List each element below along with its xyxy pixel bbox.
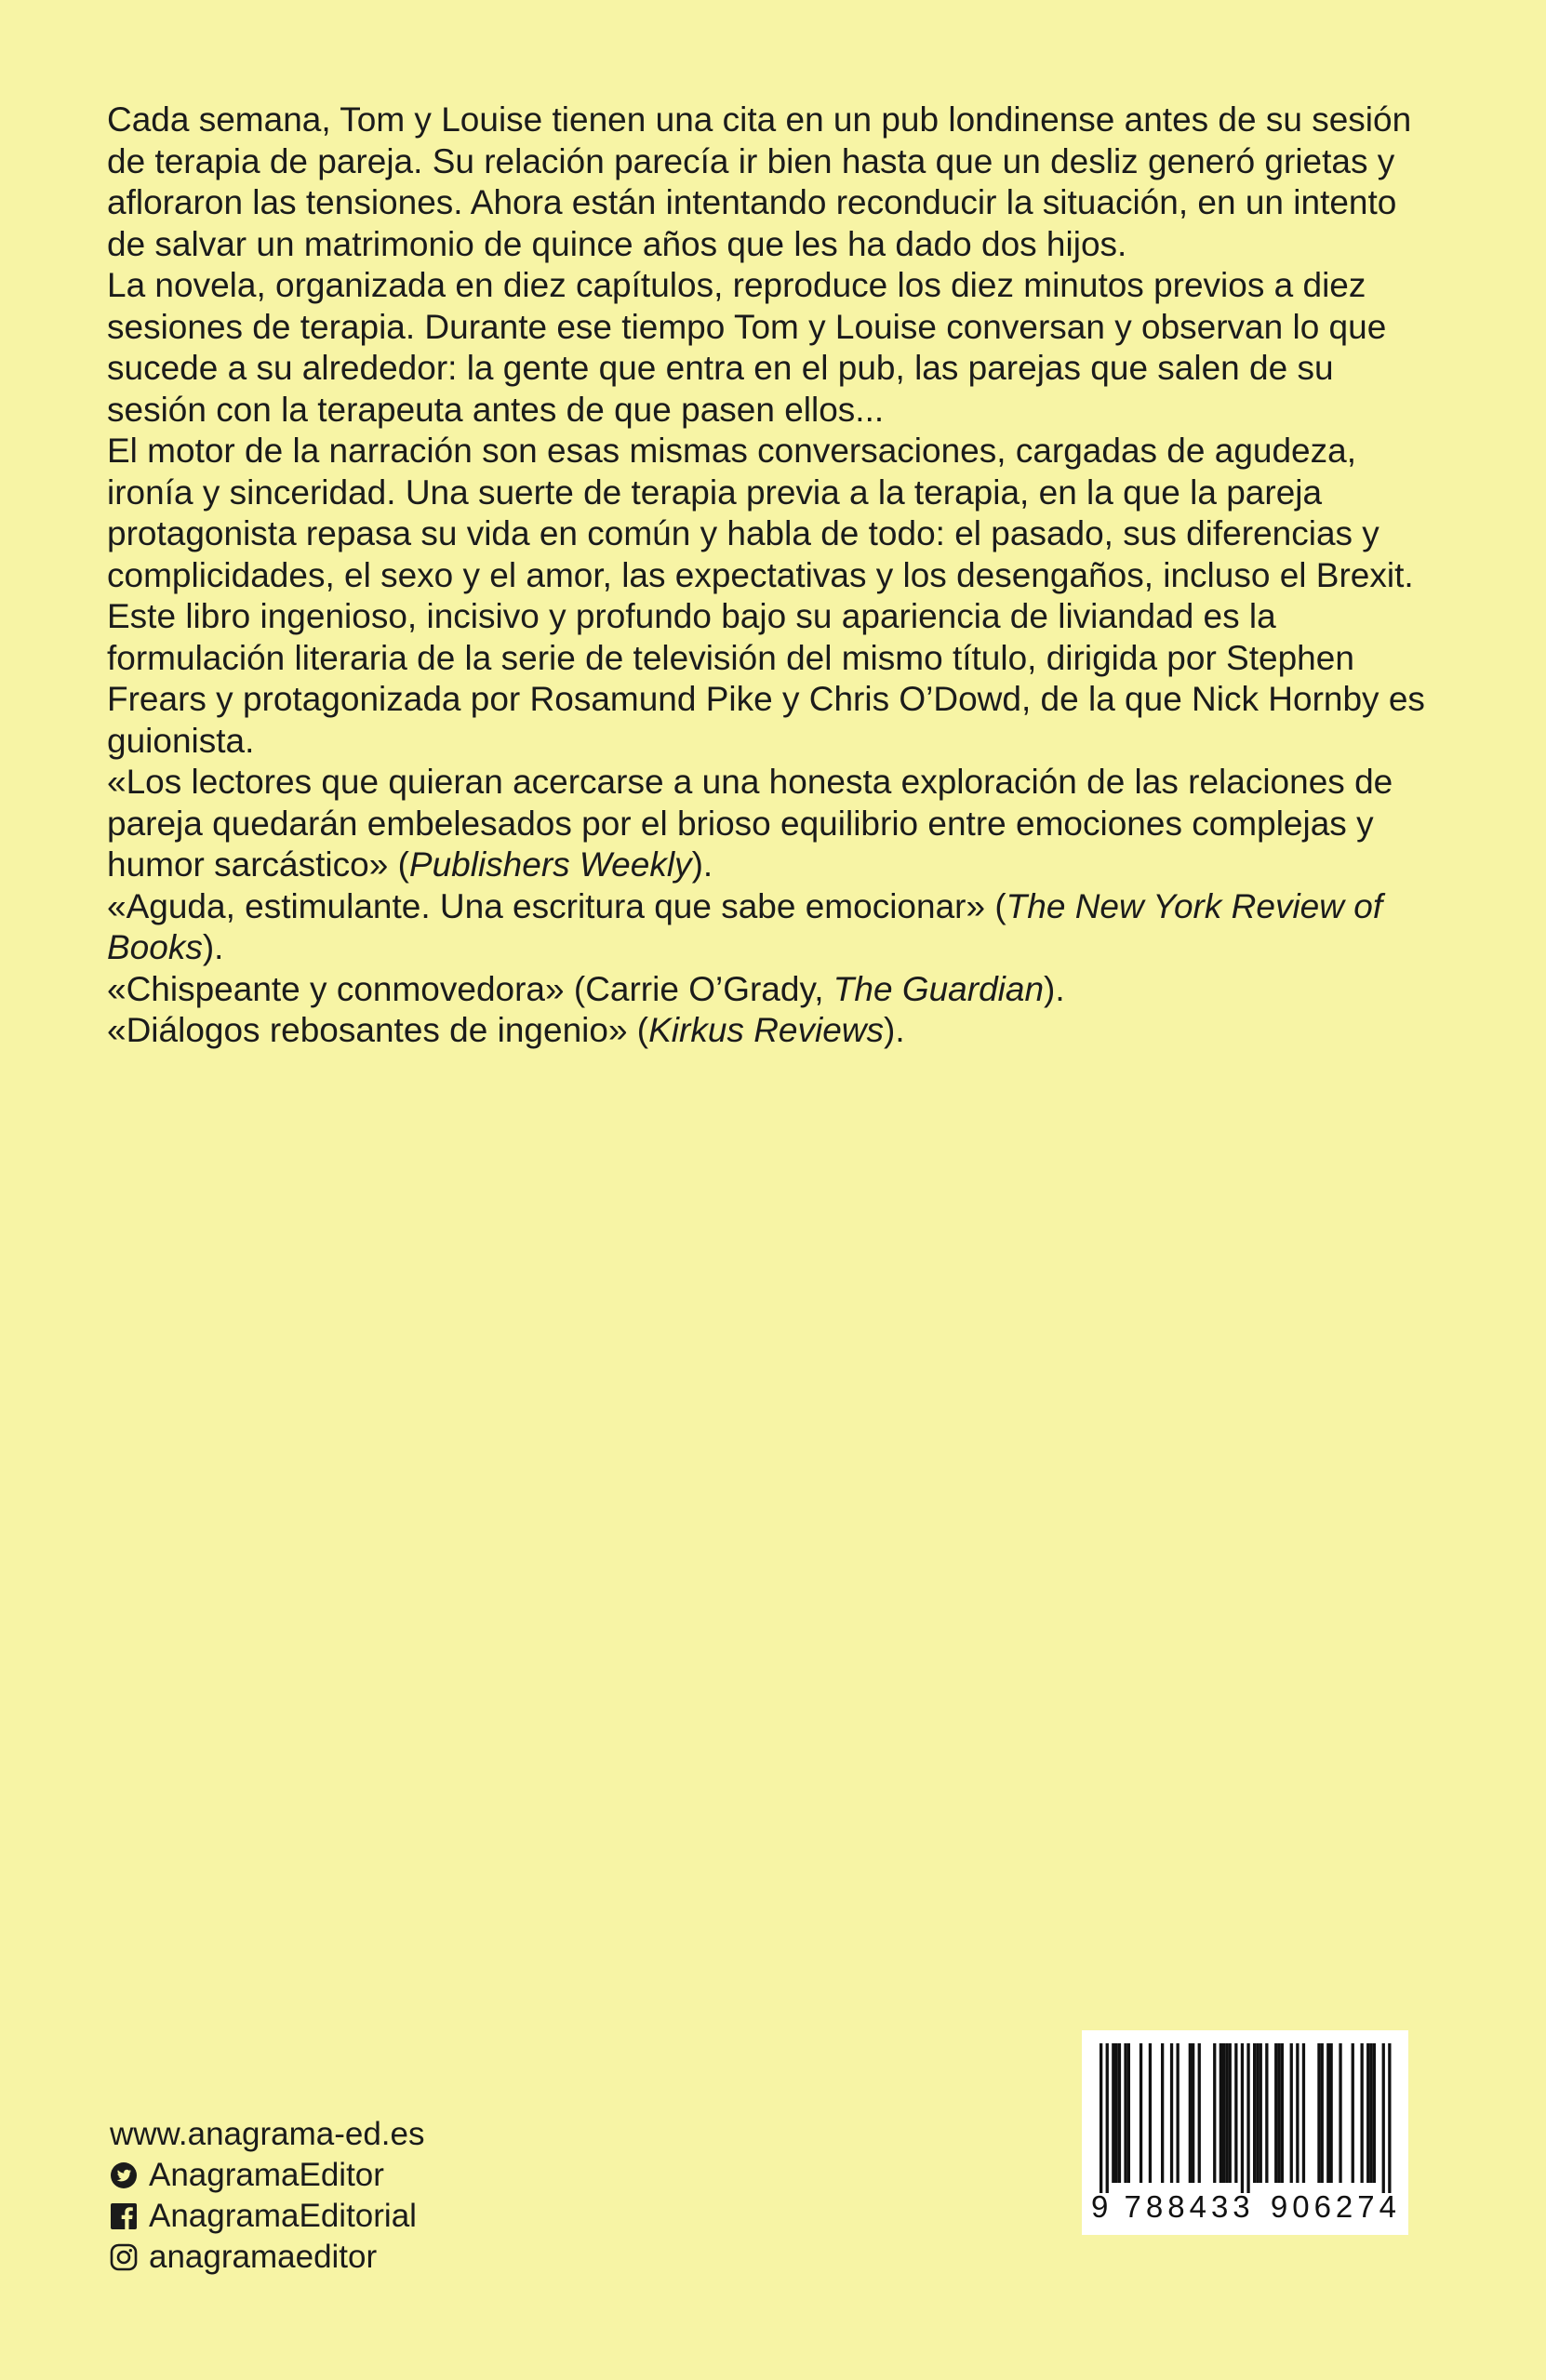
instagram-handle: anagramaeditor [149,2239,378,2275]
twitter-icon [110,2161,138,2189]
barcode-bar [1219,2043,1222,2183]
text-run: ). [884,1011,905,1049]
barcode-bar [1366,2043,1369,2183]
synopsis-paragraph [107,431,1428,596]
barcode-bar [1246,2043,1249,2193]
barcode-bar [1127,2043,1130,2183]
barcode-bar [1321,2043,1324,2183]
barcode-bar [1256,2043,1259,2183]
barcode-bar [1382,2043,1385,2193]
publication-title: Kirkus Reviews [648,1011,885,1049]
barcode-bar [1198,2043,1201,2183]
synopsis-paragraph [107,596,1428,762]
facebook-handle: AnagramaEditorial [149,2198,417,2234]
synopsis-paragraph [107,969,1428,1011]
barcode-bar [1140,2043,1142,2183]
instagram-link[interactable] [110,2237,425,2278]
isbn-number [1091,2188,1401,2226]
text-run: «Los lectores que quieran acercarse a una honesta exploración de las relaciones de pareja quedarán embelesados por el brioso equilibrio entre emociones complejas y humor sarcástico» ( [107,763,1393,884]
barcode-bar [1124,2043,1126,2183]
text-run: «Chispeante y conmovedora» (Carrie O’Grady, [107,969,833,1008]
barcode-bar [1259,2043,1262,2183]
synopsis-paragraph [107,1010,1428,1052]
text-run: ). [1044,969,1065,1008]
synopsis-text [107,100,1428,1052]
barcode-bar [1290,2043,1293,2183]
barcode-bar [1112,2043,1114,2183]
barcode-bar [1369,2043,1372,2183]
text-run: El motor de la narración son esas mismas conversaciones, cargadas de agudeza, ironía y sinceridad. Una suerte de terapia previa a la terapia, en la que la pareja protagonista repasa su vida en común y habla de todo: el pasado, sus diferencias y complicidades, el sexo y el amor, las expectativas y los desengaños, incluso el Brexit. [107,432,1414,594]
barcode-bar [1339,2043,1341,2183]
barcode-bar [1189,2043,1192,2183]
barcode-bar [1229,2043,1232,2183]
barcode-bar [1234,2043,1237,2183]
isbn-lead-digit: 9 [1091,2189,1109,2224]
barcode-bar [1213,2043,1216,2183]
synopsis-paragraph [107,265,1428,431]
barcode-bar [1161,2043,1164,2183]
barcode-bar [1361,2043,1364,2183]
facebook-link[interactable] [110,2196,425,2237]
twitter-handle: AnagramaEditor [149,2157,384,2193]
barcode-bar [1106,2043,1109,2193]
publication-title: Publishers Weekly [408,845,692,884]
barcode-bar [1170,2043,1173,2183]
text-run: Cada semana, Tom y Louise tienen una cita en un pub londinense antes de su sesión de terapia de pareja. Su relación parecía ir bien hasta que un desliz generó grietas y afloraron las tensiones. Ahora están intentando reconducir la situación, en un intento de salvar un matrimonio de quince años que les ha dado dos hijos. [107,100,1412,263]
website-link[interactable] [110,2114,425,2155]
text-run: Este libro ingenioso, incisivo y profundo bajo su apariencia de liviandad es la formulación literaria de la serie de televisión del mismo título, dirigida por Stephen Frears y protagonizada por Rosamund Pike y Chris O’Dowd, de la que Nick Hornby es guionista. [107,597,1425,760]
publication-title: The New York Review of Books [107,886,1383,966]
barcode-bar [1330,2043,1333,2183]
isbn-barcode [1082,2030,1408,2235]
twitter-link[interactable] [110,2155,425,2196]
synopsis-paragraph [107,100,1428,265]
barcode-bar [1225,2043,1228,2183]
barcode-bar [1192,2043,1194,2183]
barcode-bar [1373,2043,1376,2183]
barcode-bar [1317,2043,1320,2183]
instagram-icon [110,2243,138,2271]
facebook-icon [110,2202,138,2230]
barcode-bar [1274,2043,1277,2183]
barcode-bar [1388,2043,1391,2193]
publication-title: The Guardian [833,969,1045,1008]
text-run: «Diálogos rebosantes de ingenio» ( [107,1011,649,1049]
barcode-bar [1149,2043,1152,2183]
synopsis-paragraph [107,762,1428,886]
barcode-bar [1241,2043,1244,2193]
text-run: La novela, organizada en diez capítulos, reproduce los diez minutos previos a diez sesiones de terapia. Durante ese tiempo Tom y Louise conversan y observan lo que sucede a su alrededor: la gente que entra en el pub, las parejas que salen de su sesión con la terapeuta antes de que pasen ellos... [107,266,1387,429]
barcode-bar [1177,2043,1179,2183]
barcode-bar [1265,2043,1268,2183]
barcode-bar [1253,2043,1256,2183]
text-run: «Aguda, estimulante. Una escritura que sabe emocionar» ( [107,886,1006,925]
barcode-bar [1302,2043,1305,2183]
barcode-bar [1281,2043,1284,2183]
barcode-bar [1296,2043,1299,2183]
barcode-bar [1115,2043,1118,2183]
barcode-bar [1222,2043,1225,2183]
barcode-bar [1326,2043,1329,2183]
isbn-right-digits: 906274 [1270,2189,1401,2224]
barcode-bar [1100,2043,1102,2193]
publisher-contacts [110,2114,425,2278]
text-run: ). [691,845,713,884]
website-label: www.anagrama-ed.es [110,2116,425,2152]
isbn-left-digits: 788433 [1124,2189,1255,2224]
barcode-bar [1277,2043,1280,2183]
barcode-bar [1118,2043,1121,2183]
synopsis-paragraph [107,886,1428,969]
barcode-bars [1082,2030,1408,2193]
barcode-bar [1352,2043,1354,2183]
text-run: ). [202,928,224,966]
